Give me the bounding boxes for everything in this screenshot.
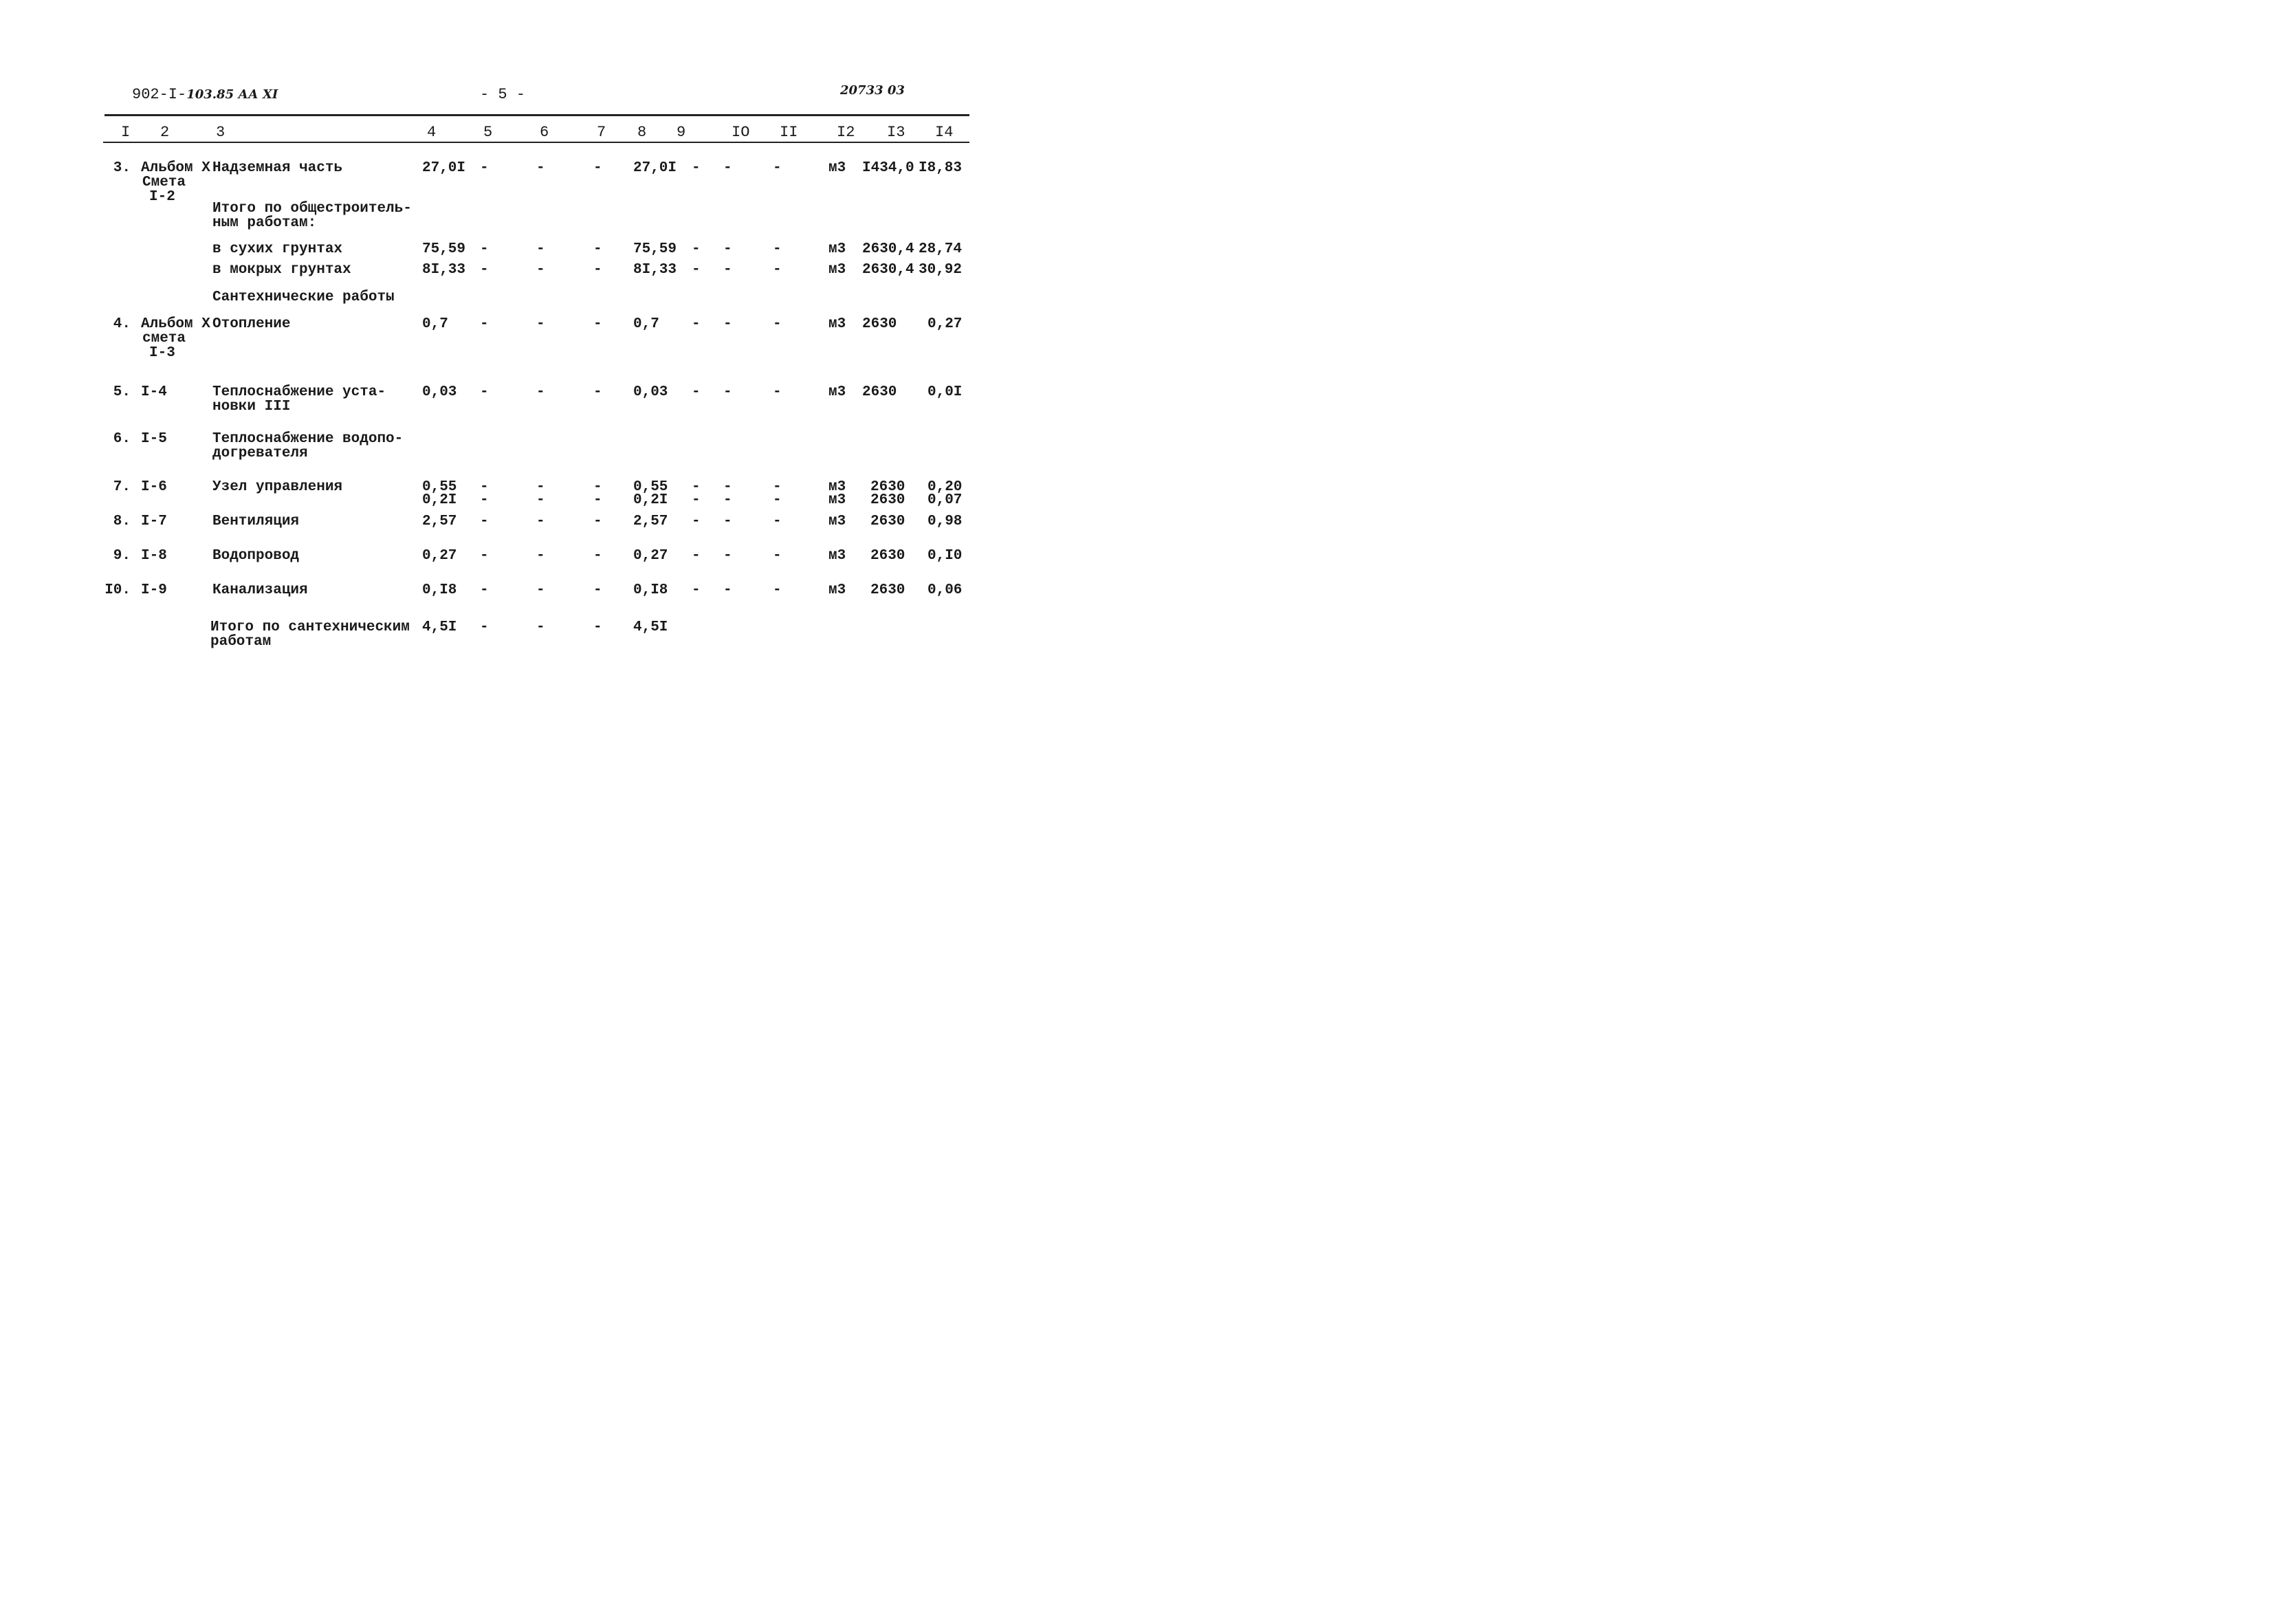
value-col-13: I434,0 — [862, 160, 914, 176]
header-bottom-rule — [103, 142, 969, 143]
value-col-4: 0,7 — [422, 316, 448, 332]
value-col-13: 2630 — [862, 316, 897, 332]
work-name: Итого по сантехническим — [210, 619, 410, 635]
value-col-10: - — [723, 160, 732, 176]
value-col-5: - — [480, 479, 489, 495]
value-col-5: - — [480, 262, 489, 278]
value-col-5: - — [480, 241, 489, 257]
value-col-8: 0,I8 — [633, 582, 668, 598]
column-header-13: I3 — [887, 124, 905, 141]
value-col-11: - — [773, 160, 782, 176]
value-col-14: 0,98 — [927, 514, 963, 529]
page-reference: 20733 03 — [840, 83, 905, 98]
row-number: 3. — [113, 160, 131, 176]
value-col-8: 0,7 — [633, 316, 659, 332]
value-col-4: 0,55 — [422, 479, 457, 495]
unit: м3 — [828, 479, 846, 495]
value-col-5: - — [480, 514, 489, 529]
value-col-11: - — [773, 582, 782, 598]
value-col-10: - — [723, 384, 732, 400]
value-col-13: 2630 — [870, 548, 905, 564]
estimate-reference: I-2 — [149, 189, 175, 205]
unit: м3 — [828, 514, 846, 529]
page-number: - 5 - — [480, 86, 526, 103]
work-name: Сантехнические работы — [212, 289, 395, 305]
estimate-reference: I-5 — [141, 431, 167, 447]
value-col-5: - — [480, 619, 489, 635]
value-col-7: - — [593, 316, 602, 332]
work-name: ным работам: — [212, 215, 317, 231]
value-col-11: - — [773, 514, 782, 529]
estimate-reference: Смета — [142, 175, 186, 190]
column-header-14: I4 — [935, 124, 954, 141]
value-col-10: - — [723, 548, 732, 564]
value-col-8: 0,2I — [633, 492, 668, 508]
estimate-reference: I-4 — [141, 384, 167, 400]
work-name: Теплоснабжение уста- — [212, 384, 386, 400]
work-name: Итого по общестроитель- — [212, 201, 412, 217]
column-header-5: 5 — [483, 124, 493, 141]
value-col-6: - — [536, 492, 545, 508]
value-col-4: 2,57 — [422, 514, 457, 529]
value-col-4: 0,03 — [422, 384, 457, 400]
value-col-11: - — [773, 548, 782, 564]
column-header-11: II — [780, 124, 798, 141]
value-col-6: - — [536, 582, 545, 598]
estimate-reference: I-9 — [141, 582, 167, 598]
value-col-5: - — [480, 582, 489, 598]
estimate-reference: I-6 — [141, 479, 167, 495]
value-col-6: - — [536, 160, 545, 176]
value-col-10: - — [723, 262, 732, 278]
value-col-6: - — [536, 514, 545, 529]
column-header-2: 2 — [160, 124, 170, 141]
estimate-reference: Альбом X — [141, 160, 210, 176]
work-name: догревателя — [212, 446, 308, 461]
value-col-5: - — [480, 384, 489, 400]
value-col-7: - — [593, 160, 602, 176]
value-col-9: - — [692, 492, 701, 508]
value-col-6: - — [536, 479, 545, 495]
work-name: работам — [210, 634, 272, 650]
value-col-4: 4,5I — [422, 619, 457, 635]
unit: м3 — [828, 582, 846, 598]
value-col-6: - — [536, 619, 545, 635]
value-col-8: 4,5I — [633, 619, 668, 635]
value-col-4: 0,I8 — [422, 582, 457, 598]
value-col-14: 0,I0 — [927, 548, 963, 564]
work-name: Надземная часть — [212, 160, 343, 176]
doc-code — [132, 87, 278, 102]
value-col-11: - — [773, 479, 782, 495]
row-number: I0. — [105, 582, 131, 598]
doc-code-handwritten: 103.85 АА XI — [186, 87, 278, 102]
value-col-9: - — [692, 479, 701, 495]
value-col-8: 0,03 — [633, 384, 668, 400]
value-col-7: - — [593, 582, 602, 598]
work-name: Водопровод — [212, 548, 300, 564]
row-number: 5. — [113, 384, 131, 400]
value-col-8: 27,0I — [633, 160, 677, 176]
value-col-8: 8I,33 — [633, 262, 677, 278]
column-header-10: IO — [732, 124, 750, 141]
column-header-8: 8 — [637, 124, 647, 141]
value-col-14: 0,0I — [927, 384, 963, 400]
column-header-7: 7 — [597, 124, 606, 141]
row-number: 7. — [113, 479, 131, 495]
row-number: 6. — [113, 431, 131, 447]
value-col-6: - — [536, 241, 545, 257]
value-col-14: 0,06 — [927, 582, 963, 598]
row-number: 8. — [113, 514, 131, 529]
unit: м3 — [828, 548, 846, 564]
value-col-9: - — [692, 384, 701, 400]
work-name: Отопление — [212, 316, 291, 332]
value-col-13: 2630 — [862, 384, 897, 400]
value-col-7: - — [593, 548, 602, 564]
value-col-6: - — [536, 316, 545, 332]
work-name: Вентиляция — [212, 514, 300, 529]
value-col-13: 2630 — [870, 514, 905, 529]
value-col-9: - — [692, 582, 701, 598]
value-col-13: 2630,4 — [862, 262, 914, 278]
value-col-9: - — [692, 241, 701, 257]
estimate-reference: смета — [142, 331, 186, 347]
value-col-14: 30,92 — [919, 262, 963, 278]
value-col-14: 0,20 — [927, 479, 963, 495]
value-col-8: 2,57 — [633, 514, 668, 529]
value-col-10: - — [723, 582, 732, 598]
work-name: в сухих грунтах — [212, 241, 343, 257]
column-header-6: 6 — [540, 124, 549, 141]
value-col-7: - — [593, 492, 602, 508]
unit: м3 — [828, 316, 846, 332]
value-col-4: 27,0I — [422, 160, 466, 176]
value-col-11: - — [773, 241, 782, 257]
value-col-10: - — [723, 316, 732, 332]
value-col-11: - — [773, 262, 782, 278]
column-header-9: 9 — [677, 124, 686, 141]
value-col-7: - — [593, 514, 602, 529]
value-col-9: - — [692, 548, 701, 564]
value-col-14: 28,74 — [919, 241, 963, 257]
row-number: 4. — [113, 316, 131, 332]
value-col-11: - — [773, 384, 782, 400]
value-col-8: 0,27 — [633, 548, 668, 564]
unit: м3 — [828, 262, 846, 278]
value-col-7: - — [593, 619, 602, 635]
work-name: Узел управления — [212, 479, 343, 495]
column-header-1: I — [121, 124, 131, 141]
column-header-4: 4 — [427, 124, 437, 141]
unit: м3 — [828, 241, 846, 257]
column-header-3: 3 — [216, 124, 226, 141]
estimate-reference: I-7 — [141, 514, 167, 529]
top-rule — [105, 114, 969, 116]
value-col-7: - — [593, 384, 602, 400]
value-col-8: 0,55 — [633, 479, 668, 495]
value-col-4: 8I,33 — [422, 262, 466, 278]
value-col-10: - — [723, 479, 732, 495]
value-col-10: - — [723, 514, 732, 529]
value-col-5: - — [480, 316, 489, 332]
value-col-7: - — [593, 241, 602, 257]
unit: м3 — [828, 384, 846, 400]
value-col-9: - — [692, 262, 701, 278]
work-name: новки III — [212, 399, 291, 415]
value-col-4: 75,59 — [422, 241, 466, 257]
value-col-6: - — [536, 548, 545, 564]
value-col-9: - — [692, 316, 701, 332]
value-col-6: - — [536, 262, 545, 278]
value-col-5: - — [480, 492, 489, 508]
row-number: 9. — [113, 548, 131, 564]
column-header-12: I2 — [837, 124, 855, 141]
value-col-4: 0,27 — [422, 548, 457, 564]
value-col-11: - — [773, 316, 782, 332]
value-col-7: - — [593, 479, 602, 495]
estimate-reference: Альбом X — [141, 316, 210, 332]
value-col-11: - — [773, 492, 782, 508]
doc-code-prefix: 902-I- — [132, 86, 187, 103]
value-col-8: 75,59 — [633, 241, 677, 257]
work-name: Теплоснабжение водопо- — [212, 431, 404, 447]
work-name: Канализация — [212, 582, 308, 598]
value-col-9: - — [692, 160, 701, 176]
value-col-4: 0,2I — [422, 492, 457, 508]
estimate-reference: I-3 — [149, 345, 175, 361]
value-col-5: - — [480, 160, 489, 176]
value-col-14: I8,83 — [919, 160, 963, 176]
unit: м3 — [828, 160, 846, 176]
work-name: в мокрых грунтах — [212, 262, 351, 278]
value-col-10: - — [723, 241, 732, 257]
value-col-7: - — [593, 262, 602, 278]
value-col-13: 2630 — [870, 492, 905, 508]
value-col-9: - — [692, 514, 701, 529]
value-col-5: - — [480, 548, 489, 564]
estimate-reference: I-8 — [141, 548, 167, 564]
value-col-6: - — [536, 384, 545, 400]
value-col-13: 2630 — [870, 582, 905, 598]
value-col-13: 2630,4 — [862, 241, 914, 257]
value-col-13: 2630 — [870, 479, 905, 495]
unit: м3 — [828, 492, 846, 508]
value-col-14: 0,27 — [927, 316, 963, 332]
value-col-10: - — [723, 492, 732, 508]
value-col-14: 0,07 — [927, 492, 963, 508]
